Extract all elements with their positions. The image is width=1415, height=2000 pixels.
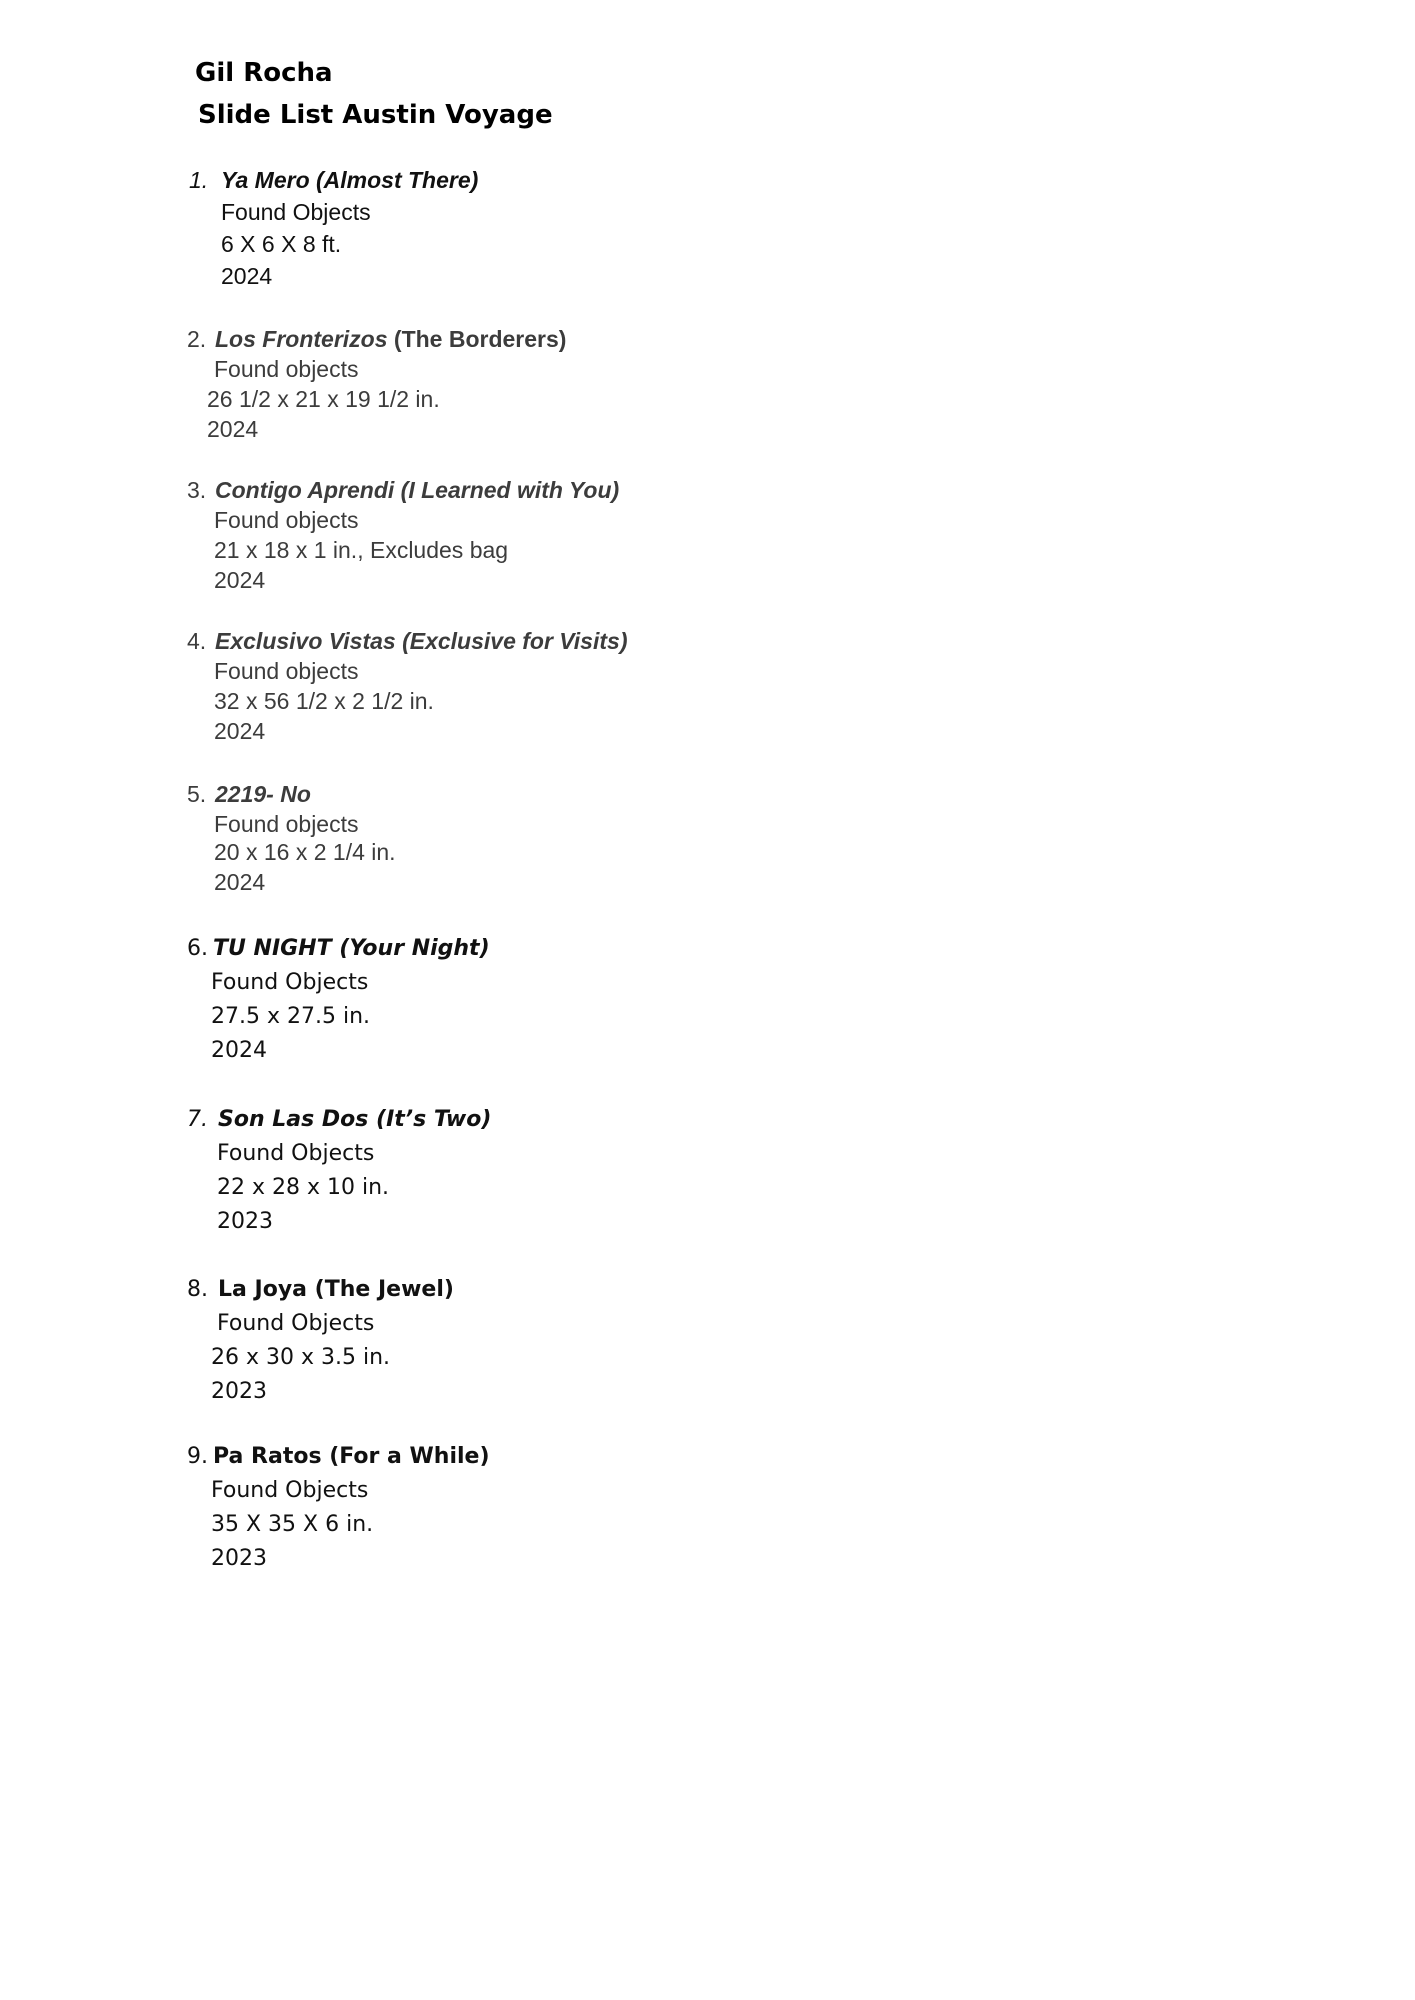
work-dimensions: 22 x 28 x 10 in. [217,1175,390,1200]
work-year: 2024 [214,567,266,593]
work-year: 2024 [207,416,259,442]
work-title-line [215,328,566,351]
work-medium: Found Objects [211,970,369,995]
artist-name: Gil Rocha [195,58,333,88]
work-title-translation: (The Borderers) [393,326,567,352]
work-dimensions: 26 x 30 x 3.5 in. [211,1345,391,1370]
work-title: Exclusivo Vistas (Exclusive for Visits) [215,628,628,654]
work-number: 5. [187,781,207,807]
work-dimensions: 6 X 6 X 8 ft. [221,231,342,257]
work-year: 2024 [214,718,266,744]
work-title: Ya Mero (Almost There) [221,167,479,193]
work-medium: Found objects [214,658,359,684]
work-title: Contigo Aprendi (I Learned with You) [215,477,620,503]
work-dimensions: 21 x 18 x 1 in., Excludes bag [214,537,509,563]
work-medium: Found objects [214,507,359,533]
work-number: 9. [187,1444,208,1469]
work-year: 2024 [211,1038,267,1063]
work-medium: Found Objects [221,199,371,225]
list-title: Slide List Austin Voyage [198,100,553,130]
work-medium: Found Objects [217,1141,375,1166]
work-number: 1. [189,167,209,193]
work-title: Pa Ratos (For a While) [213,1444,490,1469]
work-year: 2023 [217,1209,273,1234]
work-medium: Found Objects [211,1478,369,1503]
work-dimensions: 35 X 35 X 6 in. [211,1512,374,1537]
work-title: 2219- No [215,781,311,807]
work-dimensions: 26 1/2 x 21 x 19 1/2 in. [207,386,440,412]
work-number: 4. [187,628,207,654]
work-dimensions: 32 x 56 1/2 x 2 1/2 in. [214,688,434,714]
work-title: La Joya (The Jewel) [218,1277,454,1302]
work-title: Son Las Dos (It’s Two) [218,1107,492,1132]
work-number: 6. [187,936,208,961]
work-number: 2. [187,326,207,352]
work-number: 3. [187,477,207,503]
work-title: Los Fronterizos [215,326,388,352]
work-year: 2024 [221,263,273,289]
work-dimensions: 27.5 x 27.5 in. [211,1004,371,1029]
work-number: 8. [187,1277,208,1302]
work-year: 2024 [214,869,266,895]
work-title: TU NIGHT (Your Night) [213,936,490,961]
work-medium: Found objects [214,356,359,382]
work-medium: Found Objects [217,1311,375,1336]
work-medium: Found objects [214,811,359,837]
work-number: 7. [187,1107,208,1132]
work-year: 2023 [211,1546,267,1571]
work-year: 2023 [211,1379,267,1404]
work-dimensions: 20 x 16 x 2 1/4 in. [214,839,396,865]
